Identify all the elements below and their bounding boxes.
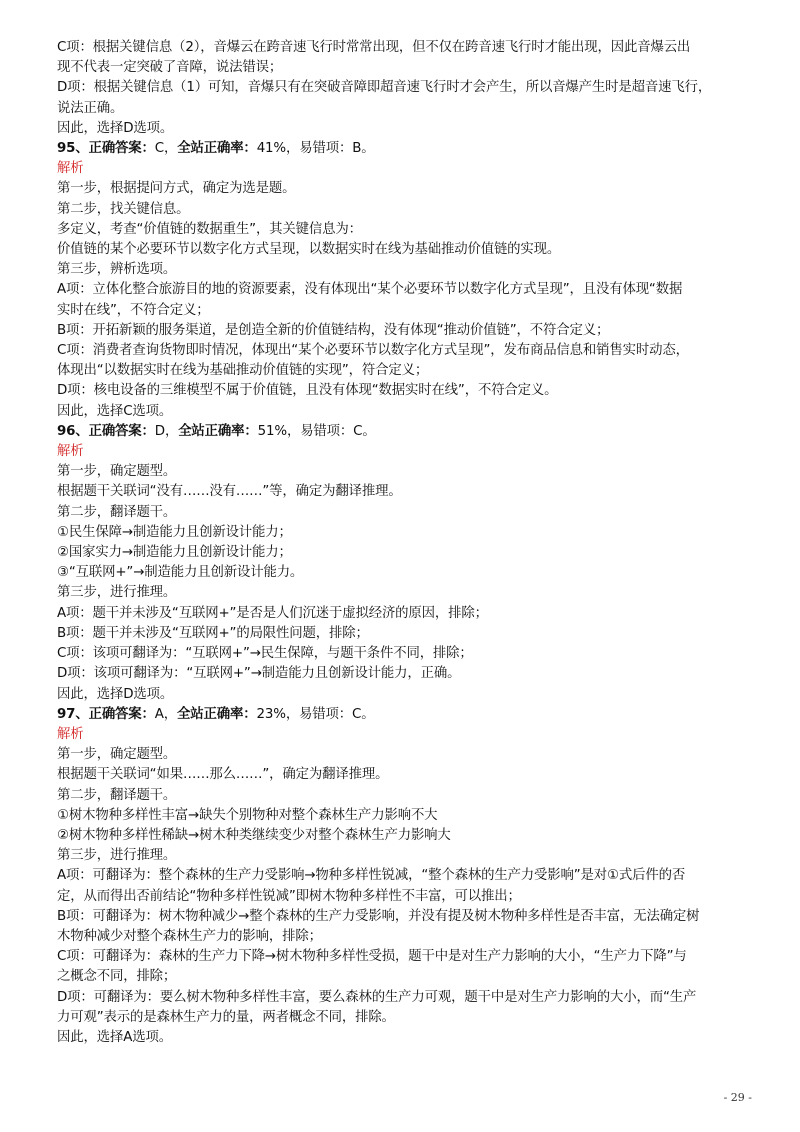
paragraph-line: 第二步，找关键信息。 xyxy=(57,201,190,217)
paragraph-line: C项：根据关键信息（2），音爆云在跨音速飞行时常常出现，但不仅在跨音速飞行时才能出现，因此音爆云出 xyxy=(57,40,691,55)
accuracy-label: 全站正确率： xyxy=(177,141,257,157)
paragraph-line: C项：该项可翻译为：“互联网+”→民生保障，与题干条件不同，排除； xyxy=(57,646,473,662)
paragraph-line: B项：题干并未涉及“互联网+”的局限性问题，排除； xyxy=(57,625,369,641)
accuracy-value: 51%，易错项：C。 xyxy=(257,423,376,439)
paragraph-line: ②国家实力→制造能力且创新设计能力； xyxy=(57,545,292,561)
paragraph-line: D项：根据关键信息（1）可知，音爆只有在突破音障即超音速飞行时才会产生，所以音爆产生时是超音速飞行， xyxy=(57,80,712,96)
paragraph-line: 第二步，翻译题干。 xyxy=(57,787,177,803)
answer-line xyxy=(57,705,747,725)
paragraph-line: 因此，选择A选项。 xyxy=(57,1029,172,1045)
question-number: 95、 xyxy=(57,141,89,157)
paragraph-line: 第三步，辨析选项。 xyxy=(57,262,177,278)
paragraph-line: D项：该项可翻译为：“互联网+”→制造能力且创新设计能力，正确。 xyxy=(57,666,461,682)
accuracy-value: 23%，易错项：C。 xyxy=(256,706,375,722)
paragraph-line: C项：消费者查询货物即时情况，体现出“某个必要环节以数字化方式呈现”，发布商品信息和销售实时动态， xyxy=(57,343,689,359)
answer-value: A， xyxy=(154,706,178,722)
answer-value: D， xyxy=(154,423,179,439)
paragraph-line: 第一步，确定题型。 xyxy=(57,747,177,763)
analysis-heading: 解析 xyxy=(57,444,84,460)
paragraph-line: 第一步，根据提问方式，确定为选是题。 xyxy=(57,181,296,197)
paragraph-line: ③“互联网+”→制造能力且创新设计能力。 xyxy=(57,565,304,581)
paragraph-line: A项：题干并未涉及“互联网+”是否是人们沉迷于虚拟经济的原因，排除； xyxy=(57,605,488,621)
paragraph-line: 说法正确。 xyxy=(57,100,124,116)
paragraph-line: D项：核电设备的三维模型不属于价值链，且没有体现“数据实时在线”，不符合定义。 xyxy=(57,383,558,399)
paragraph-line: ②树木物种多样性稀缺→树木种类继续变少对整个森林生产力影响大 xyxy=(57,827,451,843)
answer-value: C， xyxy=(154,141,178,157)
paragraph-line: D项：可翻译为：要么树木物种多样性丰富，要么森林的生产力可观，题干中是对生产力影响的大小，而“生产 xyxy=(57,989,697,1005)
accuracy-value: 41%，易错项：B。 xyxy=(256,141,375,157)
answer-label: 正确答案： xyxy=(88,141,155,157)
paragraph-line: 根据题干关联词“没有……没有……”等，确定为翻译推理。 xyxy=(57,484,402,500)
paragraph-line: ①树木物种多样性丰富→缺失个别物种对整个森林生产力影响不大 xyxy=(57,807,438,823)
document-body xyxy=(57,38,747,1048)
paragraph-line: 多定义，考查“价值链的数据重生”，其关键信息为： xyxy=(57,221,362,237)
question-number: 97、 xyxy=(57,706,89,722)
paragraph-line: 实时在线”，不符合定义； xyxy=(57,302,210,318)
paragraph-line: 因此，选择D选项。 xyxy=(57,120,174,136)
accuracy-label: 全站正确率： xyxy=(178,423,258,439)
answer-line xyxy=(57,139,747,159)
paragraph-line: 因此，选择C选项。 xyxy=(57,403,173,419)
answer-label: 正确答案： xyxy=(88,706,155,722)
paragraph-line: 木物种减少对整个森林生产力的影响，排除； xyxy=(57,928,322,944)
paragraph-line: ①民生保障→制造能力且创新设计能力； xyxy=(57,524,292,540)
paragraph-line: 之概念不同，排除； xyxy=(57,969,177,985)
paragraph-line: B项：开拓新颖的服务渠道，是创造全新的价值链结构，没有体现“推动价值链”，不符合定义； xyxy=(57,322,610,338)
paragraph-line: 力可观”表示的是森林生产力的量，两者概念不同，排除。 xyxy=(57,1009,395,1025)
paragraph-line: A项：可翻译为：整个森林的生产力受影响→物种多样性锐减，“整个森林的生产力受影响”是对①式后件的否 xyxy=(57,868,686,884)
page-number: - 29 - xyxy=(723,1091,752,1104)
paragraph-line: A项：立体化整合旅游目的地的资源要素，没有体现出“某个必要环节以数字化方式呈现”，且没有体现“数据 xyxy=(57,282,683,298)
paragraph-line: 因此，选择D选项。 xyxy=(57,686,174,702)
paragraph-line: 第三步，进行推理。 xyxy=(57,585,177,601)
paragraph-line: 定，从而得出否前结论“物种多样性锐减”即树木物种多样性不丰富，可以推出； xyxy=(57,888,521,904)
analysis-heading: 解析 xyxy=(57,726,84,742)
paragraph-line: B项：可翻译为：树木物种减少→整个森林的生产力受影响，并没有提及树木物种多样性是否丰富，无法确定树 xyxy=(57,908,700,924)
paragraph-line: 第二步，翻译题干。 xyxy=(57,504,177,520)
answer-line xyxy=(57,422,747,442)
paragraph-line: 第一步，确定题型。 xyxy=(57,464,177,480)
answer-label: 正确答案： xyxy=(88,423,155,439)
accuracy-label: 全站正确率： xyxy=(177,706,257,722)
question-number: 96、 xyxy=(57,423,89,439)
paragraph-line: 第三步，进行推理。 xyxy=(57,848,177,864)
paragraph-line: 现不代表一定突破了音障，说法错误； xyxy=(57,60,283,76)
analysis-heading: 解析 xyxy=(57,161,84,177)
paragraph-line: 价值链的某个必要环节以数字化方式呈现，以数据实时在线为基础推动价值链的实现。 xyxy=(57,242,561,258)
paragraph-line: 根据题干关联词“如果……那么……”，确定为翻译推理。 xyxy=(57,767,389,783)
paragraph-line: C项：可翻译为：森林的生产力下降→树木物种多样性受损，题干中是对生产力影响的大小，“生产力下降”与 xyxy=(57,949,687,965)
paragraph-line: 体现出“以数据实时在线为基础推动价值链的实现”，符合定义； xyxy=(57,363,429,379)
